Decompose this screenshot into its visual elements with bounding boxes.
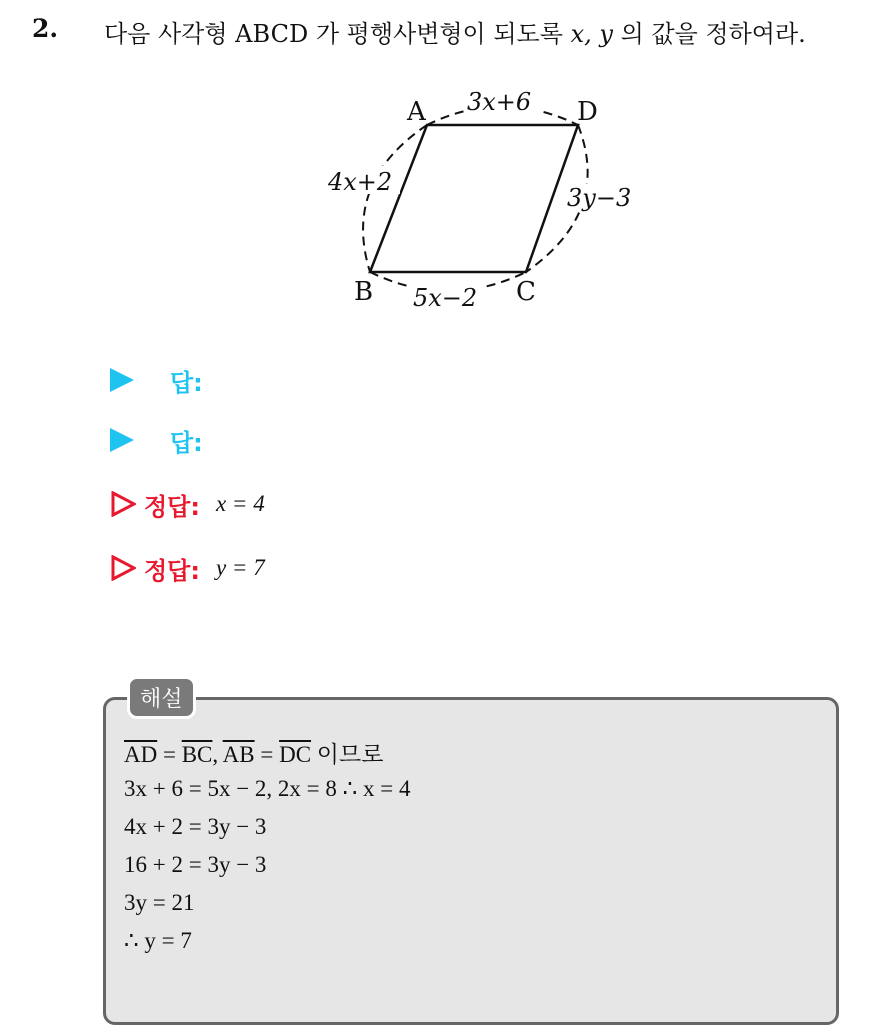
equals-sign: = xyxy=(254,742,280,767)
correct-answer-label: 정답: xyxy=(144,556,200,585)
side-ab-label: 4x+2 xyxy=(328,168,393,196)
explanation-tag: 해설 xyxy=(127,676,196,719)
explanation-line-2: 3x + 6 = 5x − 2, 2x = 8 ∴ x = 4 xyxy=(124,776,411,801)
comma-separator: , xyxy=(212,742,223,767)
segment-dc: $\overline{DC}$ xyxy=(279,742,312,767)
correct-answer-row-2 xyxy=(110,550,265,586)
correct-answer-row-1 xyxy=(110,486,265,522)
correct-answer-value: x = 4 xyxy=(215,491,265,516)
parallelogram-figure xyxy=(320,82,650,312)
question-text-suffix: 의 값을 정하여라. xyxy=(620,20,806,48)
parallelogram-shape xyxy=(370,125,578,272)
question-text xyxy=(104,14,806,49)
vertex-b-label: B xyxy=(354,277,374,307)
question-number: 2. xyxy=(32,14,59,43)
hollow-triangle-icon xyxy=(110,491,136,517)
explanation-line-5: 3y = 21 xyxy=(124,890,195,915)
answer-row-1 xyxy=(110,362,219,398)
vertex-a-label: A xyxy=(407,97,426,127)
explanation-line-1 xyxy=(124,736,383,769)
question-text-prefix: 다음 사각형 ABCD 가 평행사변형이 되도록 xyxy=(104,20,563,48)
explanation-line-3: 4x + 2 = 3y − 3 xyxy=(124,814,267,839)
explanation-line-6: ∴ y = 7 xyxy=(124,928,192,953)
correct-answer-label: 정답: xyxy=(144,492,200,521)
question-var-x: x, xyxy=(570,20,592,48)
hollow-triangle-icon xyxy=(110,555,136,581)
vertex-c-label: C xyxy=(516,277,536,307)
segment-ab: $\overline{AB}$ xyxy=(222,742,255,767)
side-dc-label: 3y−3 xyxy=(567,184,632,212)
play-triangle-icon xyxy=(110,428,134,452)
correct-answer-value: y = 7 xyxy=(215,555,265,580)
explanation-connective: 이므로 xyxy=(311,742,384,767)
play-triangle-icon xyxy=(110,368,134,392)
question-var-y: y xyxy=(599,20,613,48)
side-ad-label: 3x+6 xyxy=(467,88,532,116)
vertex-d-label: D xyxy=(577,97,598,127)
segment-ad: $\overline{AD}$ xyxy=(124,742,158,767)
explanation-line-4: 16 + 2 = 3y − 3 xyxy=(124,852,267,877)
answer-row-2 xyxy=(110,422,219,458)
segment-bc: $\overline{BC}$ xyxy=(181,742,213,767)
answer-label: 답: xyxy=(170,428,203,457)
answer-label: 답: xyxy=(170,368,203,397)
side-bc-label: 5x−2 xyxy=(413,284,478,312)
equals-sign: = xyxy=(157,742,182,767)
